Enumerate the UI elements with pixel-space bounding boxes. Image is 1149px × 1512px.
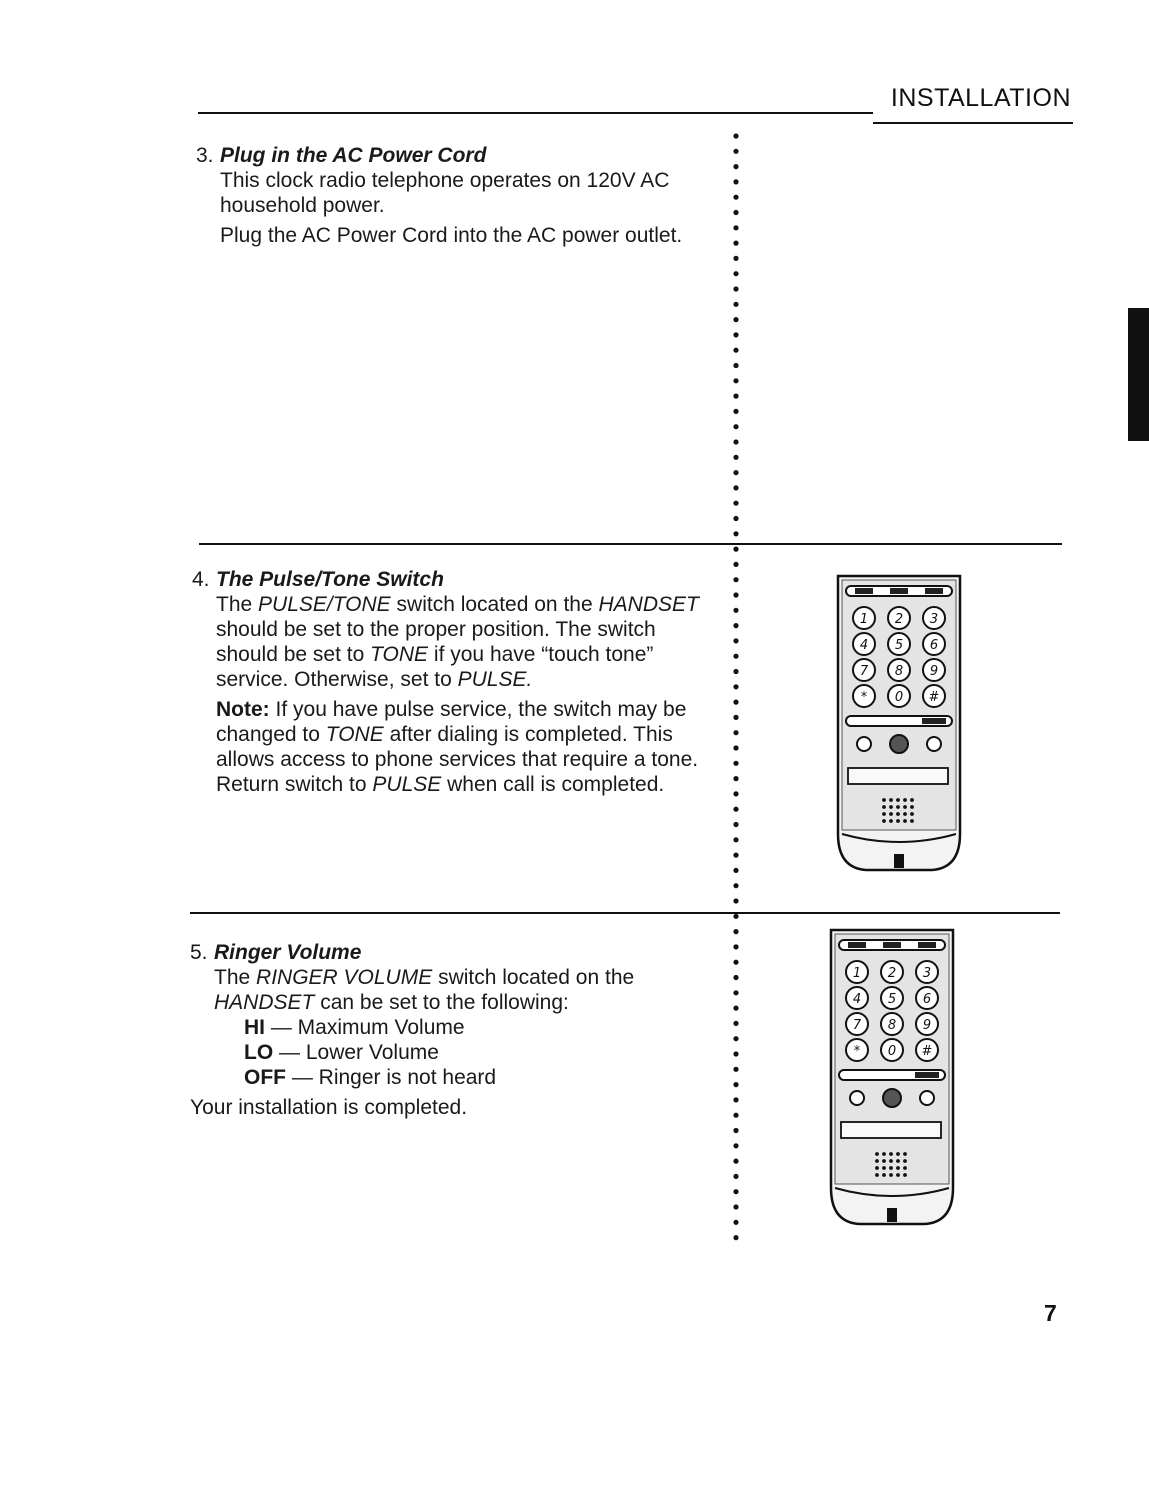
divider-dot: [733, 1189, 738, 1194]
divider-dot: [733, 286, 738, 291]
divider-dot: [733, 562, 738, 567]
step-paragraph: The RINGER VOLUME switch located on the HANDSET can be set to the following:: [214, 966, 635, 1014]
handset-keypad-graphic: [826, 926, 958, 1228]
speaker-hole: [882, 1173, 886, 1177]
function-button: [855, 588, 873, 594]
speaker-hole: [910, 798, 914, 802]
term-pulse: PULSE: [372, 773, 442, 796]
divider-dot: [733, 1051, 738, 1056]
divider-dot: [733, 149, 738, 154]
speaker-hole: [903, 1173, 907, 1177]
lower-button: [915, 1072, 939, 1078]
divider-dot: [733, 1159, 738, 1164]
divider-dot: [733, 241, 738, 246]
speaker-hole: [875, 1152, 879, 1156]
divider-dot: [733, 700, 738, 705]
divider-dot: [733, 394, 738, 399]
speaker-hole: [910, 805, 914, 809]
speaker-hole: [882, 805, 886, 809]
step-title: [190, 940, 710, 965]
step-paragraph: Plug the AC Power Cord into the AC power outlet.: [220, 224, 683, 247]
divider-dot: [733, 960, 738, 965]
divider-dot: [733, 868, 738, 873]
round-button: [857, 737, 871, 751]
speaker-hole: [903, 1152, 907, 1156]
keypad-key-label: 4: [859, 638, 869, 653]
speaker-hole: [903, 798, 907, 802]
divider-dot: [733, 271, 738, 276]
divider-dot: [733, 332, 738, 337]
speaker-hole: [875, 1159, 879, 1163]
divider-dot: [733, 133, 738, 138]
speaker-hole: [910, 819, 914, 823]
divider-dot: [733, 501, 738, 506]
divider-dot: [733, 608, 738, 613]
divider-dot: [733, 914, 738, 919]
keypad-key-label: #: [928, 690, 940, 705]
speaker-hole: [896, 819, 900, 823]
divider-dot: [733, 898, 738, 903]
keypad-key-label: 5: [887, 992, 897, 1007]
divider-dot: [733, 592, 738, 597]
note-paragraph: Note: If you have pulse service, the switch may be changed to TONE after dialing is completed. This allows access to phone services that require a tone. Return switch to PULSE when call is completed.: [216, 698, 699, 796]
divider-dot: [733, 975, 738, 980]
function-button: [918, 942, 936, 948]
step-plug-in-power: [196, 143, 696, 248]
speaker-hole: [882, 812, 886, 816]
step-paragraph: This clock radio telephone operates on 120V AC household power.: [220, 169, 670, 217]
keypad-key-label: 9: [929, 664, 939, 679]
term-tone: TONE: [370, 643, 429, 666]
speaker-hole: [910, 812, 914, 816]
speaker-hole: [896, 1173, 900, 1177]
divider-dot: [733, 1006, 738, 1011]
term-handset: HANDSET: [214, 991, 315, 1014]
handset-connector: [894, 854, 904, 868]
divider-dot: [733, 516, 738, 521]
handset-connector: [887, 1208, 897, 1222]
section-title: INSTALLATION: [890, 84, 1071, 112]
speaker-hole: [889, 798, 893, 802]
keypad-key-label: 4: [852, 992, 862, 1007]
divider-dot: [733, 210, 738, 215]
speaker-hole: [889, 805, 893, 809]
speaker-hole: [903, 1159, 907, 1163]
step-paragraph: The PULSE/TONE switch located on the HANDSET should be set to the proper position. The switch should be set to TONE if you have “touch tone” service. Otherwise, set to PULSE.: [216, 593, 699, 691]
step-number: 4.: [192, 568, 210, 591]
divider-dot: [733, 807, 738, 812]
page-number: 7: [1044, 1300, 1057, 1326]
step-title: [196, 143, 696, 168]
divider-dot: [733, 470, 738, 475]
step-title-text: The Pulse/Tone Switch: [216, 568, 444, 591]
divider-dot: [733, 761, 738, 766]
divider-dot: [733, 623, 738, 628]
divider-dot: [733, 684, 738, 689]
divider-dot: [733, 837, 738, 842]
lower-button: [922, 718, 946, 724]
term-ringer-volume: RINGER VOLUME: [256, 966, 433, 989]
speaker-hole: [889, 1152, 893, 1156]
speaker-hole: [903, 1166, 907, 1170]
speaker-hole: [889, 819, 893, 823]
round-button: [920, 1091, 934, 1105]
setting-hi: HI — Maximum Volume: [244, 1016, 465, 1039]
term-handset: HANDSET: [598, 593, 699, 616]
term-pulse: PULSE.: [457, 668, 533, 691]
divider-dot: [733, 638, 738, 643]
speaker-hole: [882, 1166, 886, 1170]
divider-dot: [733, 822, 738, 827]
step-title: [192, 567, 712, 592]
divider-dot: [733, 715, 738, 720]
round-button: [883, 1089, 901, 1107]
speaker-hole: [903, 819, 907, 823]
divider-dot: [733, 348, 738, 353]
keypad-key-label: 5: [894, 638, 904, 653]
divider-dot: [733, 776, 738, 781]
divider-dot: [733, 547, 738, 552]
keypad-key-label: 7: [859, 664, 869, 679]
divider-dot: [733, 1235, 738, 1240]
step-number: 5.: [190, 941, 208, 964]
function-button: [883, 942, 901, 948]
divider-dot: [733, 256, 738, 261]
handset-illustration: [834, 572, 964, 874]
divider-dot: [733, 577, 738, 582]
divider-dot: [733, 455, 738, 460]
handset-illustration: [826, 926, 958, 1228]
divider-dot: [733, 745, 738, 750]
keypad-key-label: 9: [922, 1018, 932, 1033]
divider-dot: [733, 1036, 738, 1041]
divider-dot: [733, 791, 738, 796]
speaker-hole: [875, 1173, 879, 1177]
term-tone: TONE: [325, 723, 384, 746]
divider-dot: [733, 1113, 738, 1118]
display-window: [848, 768, 948, 784]
divider-dot: [733, 990, 738, 995]
speaker-hole: [896, 798, 900, 802]
divider-dot: [733, 944, 738, 949]
step-number: 3.: [196, 144, 214, 167]
keypad-key-label: 3: [929, 612, 939, 627]
speaker-hole: [896, 812, 900, 816]
keypad-key-label: 1: [852, 966, 862, 981]
divider-dot: [733, 179, 738, 184]
divider-dot: [733, 1097, 738, 1102]
keypad-key-label: *: [860, 690, 868, 705]
keypad-key-label: 0: [894, 690, 904, 705]
keypad-key-label: 1: [859, 612, 869, 627]
divider-dot: [733, 1220, 738, 1225]
divider-dot: [733, 654, 738, 659]
divider-dot: [733, 363, 738, 368]
divider-dot: [733, 302, 738, 307]
round-button: [927, 737, 941, 751]
speaker-hole: [882, 1152, 886, 1156]
keypad-key-label: 6: [922, 992, 932, 1007]
section-divider-2: [190, 912, 1060, 914]
keypad-key-label: 8: [887, 1018, 897, 1033]
divider-dot: [733, 424, 738, 429]
divider-dot: [733, 1143, 738, 1148]
divider-dot: [733, 317, 738, 322]
divider-dot: [733, 1021, 738, 1026]
divider-dot: [733, 1174, 738, 1179]
keypad-key-label: 7: [852, 1018, 862, 1033]
speaker-hole: [896, 1166, 900, 1170]
keypad-key-label: 6: [929, 638, 939, 653]
step-title-text: Plug in the AC Power Cord: [220, 144, 487, 167]
step-pulse-tone-switch: [192, 567, 712, 797]
dot-column-graphic: [728, 130, 744, 1250]
thumb-index-tab: [1128, 308, 1149, 441]
divider-dot: [733, 929, 738, 934]
speaker-hole: [896, 1159, 900, 1163]
divider-dot: [733, 485, 738, 490]
divider-dot: [733, 1204, 738, 1209]
keypad-key-label: 2: [887, 966, 897, 981]
speaker-hole: [882, 819, 886, 823]
keypad-key-label: 0: [887, 1044, 897, 1059]
divider-dot: [733, 1067, 738, 1072]
divider-dot: [733, 225, 738, 230]
keypad-key-label: 3: [922, 966, 932, 981]
speaker-hole: [882, 798, 886, 802]
divider-dot: [733, 378, 738, 383]
step-ringer-volume: [190, 940, 710, 1120]
function-button: [890, 588, 908, 594]
speaker-hole: [882, 1159, 886, 1163]
keypad-key-label: *: [853, 1044, 861, 1059]
dotted-column-divider: [728, 130, 744, 1250]
speaker-hole: [889, 812, 893, 816]
divider-dot: [733, 164, 738, 169]
speaker-hole: [889, 1173, 893, 1177]
divider-dot: [733, 730, 738, 735]
handset-keypad-graphic: [834, 572, 964, 874]
closing-paragraph: Your installation is completed.: [190, 1096, 468, 1119]
round-button: [890, 735, 908, 753]
header-rule: [198, 112, 873, 114]
setting-lo: LO — Lower Volume: [244, 1041, 439, 1064]
speaker-hole: [896, 1152, 900, 1156]
speaker-hole: [875, 1166, 879, 1170]
header-underline: [873, 122, 1073, 124]
divider-dot: [733, 531, 738, 536]
step-title-text: Ringer Volume: [214, 941, 362, 964]
speaker-hole: [889, 1159, 893, 1163]
keypad-key-label: 8: [894, 664, 904, 679]
setting-off: OFF — Ringer is not heard: [244, 1066, 497, 1089]
speaker-hole: [903, 812, 907, 816]
divider-dot: [733, 195, 738, 200]
function-button: [925, 588, 943, 594]
divider-dot: [733, 883, 738, 888]
divider-dot: [733, 439, 738, 444]
display-window: [841, 1122, 941, 1138]
keypad-key-label: 2: [894, 612, 904, 627]
divider-dot: [733, 669, 738, 674]
round-button: [850, 1091, 864, 1105]
speaker-hole: [896, 805, 900, 809]
divider-dot: [733, 853, 738, 858]
note-label: Note:: [216, 698, 270, 721]
speaker-hole: [903, 805, 907, 809]
divider-dot: [733, 409, 738, 414]
function-button: [848, 942, 866, 948]
term-pulse-tone: PULSE/TONE: [258, 593, 391, 616]
divider-dot: [733, 1082, 738, 1087]
section-divider-1: [199, 543, 1062, 545]
keypad-key-label: #: [921, 1044, 933, 1059]
speaker-hole: [889, 1166, 893, 1170]
divider-dot: [733, 1128, 738, 1133]
